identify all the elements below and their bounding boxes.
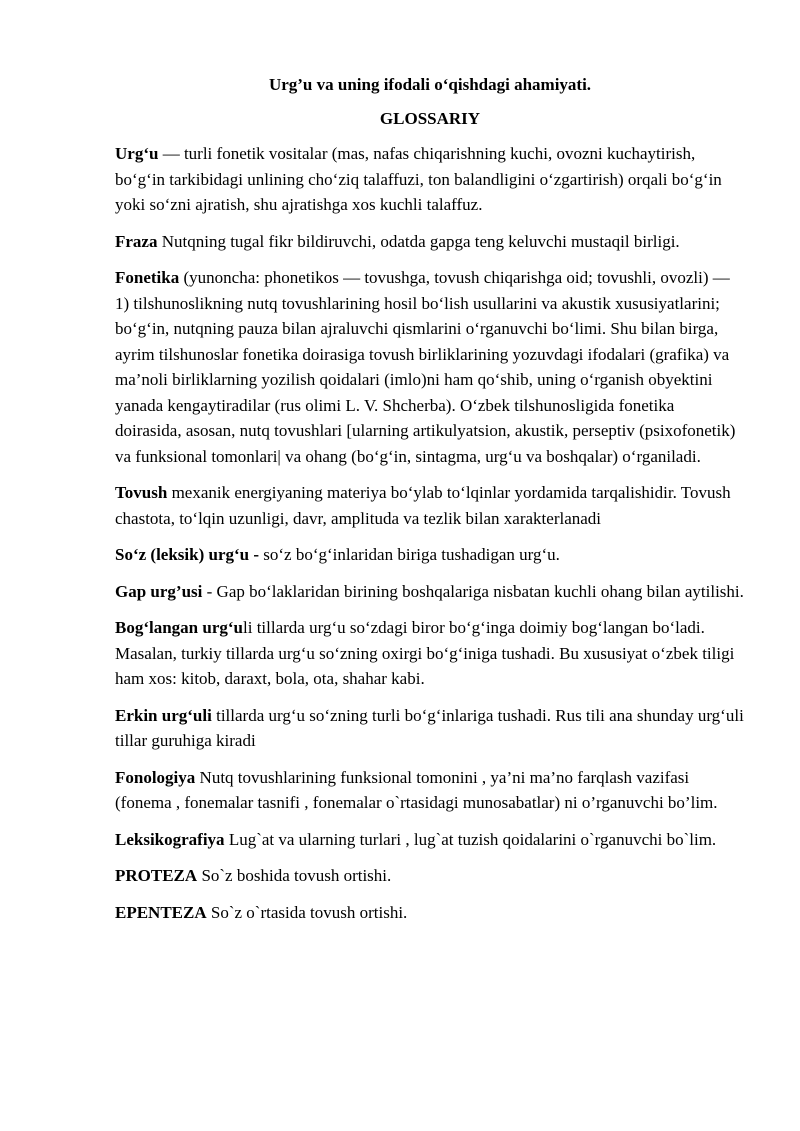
entry-term: Bog‘langan urg‘u: [115, 618, 243, 637]
entry-term: EPENTEZA: [115, 902, 207, 922]
glossary-entry-proteza: [115, 863, 745, 889]
entry-definition: tillarda urg‘u so‘zning turli bo‘g‘inlariga tushadi. Rus tili ana shunday urg‘uli tillar guruhiga kiradi: [115, 705, 744, 750]
entry-definition: So`z o`rtasida tovush ortishi.: [206, 902, 408, 922]
entry-definition: Nutq tovushlarining funksional tomonini , ya’ni ma’no farqlash vazifasi (fonema , fonemalar tasnifi , fonemalar o`rtasidagi munosabatlar) ni o’rganuvchi bo’lim.: [115, 767, 718, 812]
entry-definition: — turli fonetik vositalar (mas, nafas chiqarishning kuchi, ovozni kuchaytirish, bo‘g‘in tarkibidagi unlining cho‘ziq talaffuzi, ton balandligini o‘zgartirish) orqali bo‘g‘in yoki so‘zni ajratish, shu ajratishga xos kuchli talaffuz.: [115, 144, 722, 214]
entry-term: Erkin urg‘uli: [115, 705, 212, 725]
entry-definition: mexanik energiyaning materiya bo‘ylab to‘lqinlar yordamida tarqalishidir. Tovush chastota, to‘lqin uzunligi, davr, amplituda va tezlik bilan xarakterlanadi: [115, 483, 731, 528]
document-page: [115, 72, 745, 936]
entry-definition: so‘z bo‘g‘inlaridan biriga tushadigan urg‘u.: [259, 545, 560, 564]
entry-term: Fraza: [115, 231, 158, 251]
entry-term: So‘z (leksik) urg‘u -: [115, 545, 260, 564]
entry-definition: Lug`at va ularning turlari , lug`at tuzish qoidalarini o`rganuvchi bo`lim.: [224, 829, 717, 849]
entry-term: Gap urg’usi: [115, 581, 203, 601]
glossary-entry-epenteza: [115, 900, 745, 926]
glossary-entry-fonetika: [115, 265, 745, 469]
glossary-entry-boglangan-urgu: [115, 615, 745, 692]
entry-definition: li tillarda urg‘u so‘zdagi biror bo‘g‘inga doimiy bog‘langan bo‘ladi. Masalan, turkiy tillarda urg‘u so‘zning oxirgi bo‘g‘iniga tushadi. Bu xususiyat o‘zbek tiligi ham xos: kitob, daraxt, bola, ota, shahar kabi.: [115, 618, 735, 688]
glossary-entry-erkin-urgu: [115, 703, 745, 754]
glossary-entry-fonologiya: [115, 765, 745, 816]
entry-definition: (yunoncha: phonetikos — tovushga, tovush chiqarishga oid; tovushli, ovozli) — 1) tilshunoslikning nutq tovushlarining hosil bo‘lish usullarini va akustik xususiyatlarini; bo‘g‘in, nutqning pauza bilan ajraluvchi qismlarini o‘rganuvchi bo‘limi. Shu bilan birga, ayrim tilshunoslar fonetika doirasiga tovush birliklarining yozuvdagi ifodalari (grafika) va ma’noli birliklarning yozilish qoidalari (imlo)ni ham qo‘shib, uning o‘rganish obyektini yanada kengaytiradilar (rus olimi L. V. Shcherba). O‘zbek tilshunosligida fonetika doirasida, asosan, nutq tovushlari [ularning artikulyatsion, akustik, perseptiv (psixofonetik) va funksional tomonlari| va ohang (bo‘g‘in, sintagma, urg‘u va boshqalar) o‘rganiladi.: [115, 268, 736, 466]
glossary-entry-tovush: [115, 480, 745, 531]
glossary-entry-leksikografiya: [115, 827, 745, 853]
entry-definition: So`z boshida tovush ortishi.: [197, 866, 392, 885]
glossary-heading: GLOSSARIY: [379, 109, 481, 128]
entry-term: Tovush: [115, 483, 168, 502]
glossary-entry-urgu: [115, 141, 745, 218]
entry-term: Fonologiya: [115, 767, 196, 787]
document-title: Urg’u va uning ifodali o‘qishdagi ahamiyati.: [268, 75, 592, 94]
glossary-entry-gap-urgusi: [115, 579, 745, 605]
entry-term: Fonetika: [115, 268, 180, 287]
glossary-entry-fraza: [115, 229, 745, 255]
entry-definition: - Gap bo‘laklaridan birining boshqalariga nisbatan kuchli ohang bilan aytilishi.: [202, 581, 744, 601]
entry-term: Leksikografiya: [115, 829, 225, 849]
entry-term: Urg‘u: [115, 144, 159, 163]
entry-definition: Nutqning tugal fikr bildiruvchi, odatda gapga teng keluvchi mustaqil birligi.: [157, 231, 680, 251]
entry-term: PROTEZA: [115, 866, 198, 885]
glossary-entry-soz-urgu: [115, 542, 745, 568]
